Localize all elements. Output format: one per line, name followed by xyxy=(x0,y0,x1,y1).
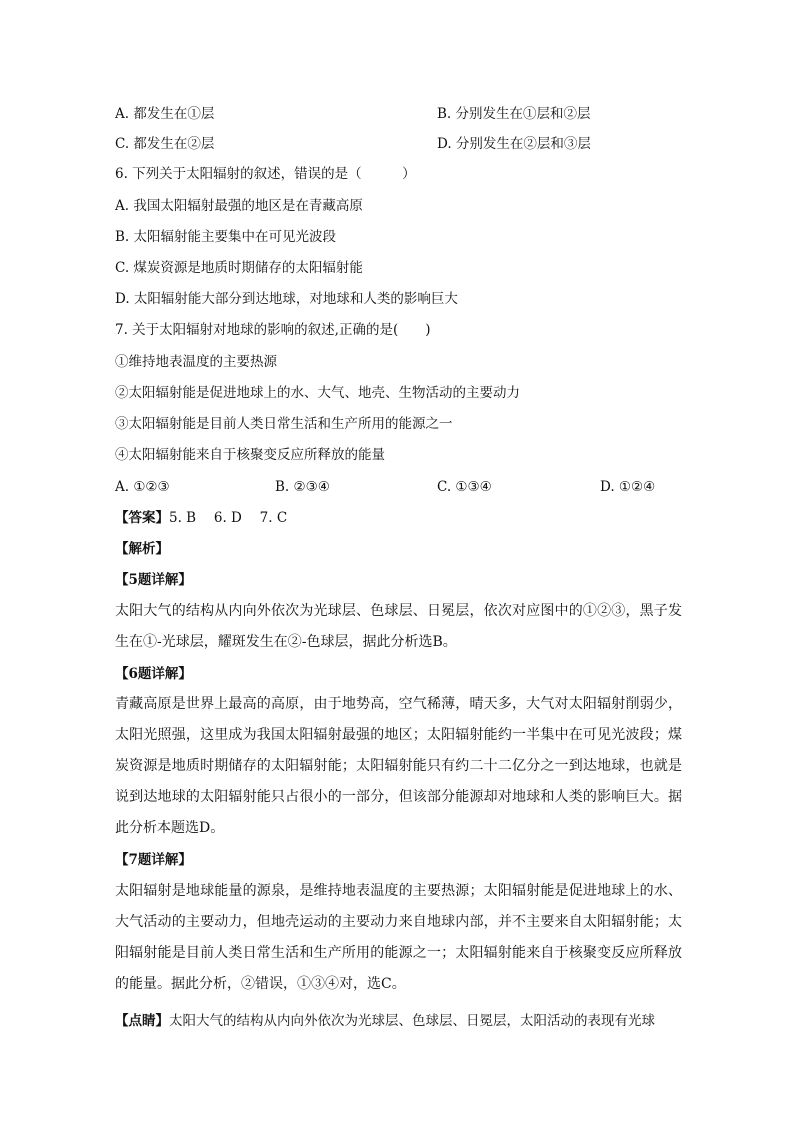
detail6-text: 青藏高原是世界上最高的高原，由于地势高，空气稀薄，晴天多，大气对太阳辐射削弱少，太阳光照强，这里成为我国太阳辐射最强的地区；太阳辐射能约一半集中在可见光波段；煤炭资源是地质时期储存的太阳辐射能；太阳辐射能只有约二十二亿分之一到达地球，也就是说到达地球的太阳辐射能只占很小的一部分，但该部分能源却对地球和人类的影响巨大。据此分析本题选D。 xyxy=(115,696,682,836)
q6-option-d: D. 太阳辐射能大部分到达地球，对地球和人类的影响巨大 xyxy=(115,291,458,307)
q5-option-c: C. 都发生在②层 xyxy=(115,136,215,152)
detail7-text: 太阳辐射是地球能量的源泉，是维持地表温度的主要热源；太阳辐射能是促进地球上的水、大气活动的主要动力，但地壳运动的主要动力来自地球内部，并不主要来自太阳辐射能；太阳辐射能是目前人类日常生活和生产所用的能源之一；太阳辐射能来自于核聚变反应所释放的能量。据此分析，②错误，①③④对，选C。 xyxy=(115,883,682,992)
q7-option-c: C. ①③④ xyxy=(437,479,492,495)
q5-option-a: A. 都发生在①层 xyxy=(115,106,215,122)
highlight-line xyxy=(115,1011,682,1031)
detail7-heading: 【7题详解】 xyxy=(115,852,192,868)
q6-option-a: A. 我国太阳辐射最强的地区是在青藏高原 xyxy=(115,198,363,214)
answer-label: 【答案】 xyxy=(115,510,169,526)
q5-option-b: B. 分别发生在①层和②层 xyxy=(437,106,591,122)
answer-line xyxy=(115,508,287,528)
q7-option-a: A. ①②③ xyxy=(115,479,170,495)
q7-item-4: ④太阳辐射能来自于核聚变反应所释放的能量 xyxy=(115,447,385,463)
analysis-heading: 【解析】 xyxy=(115,541,169,557)
q7-option-b: B. ②③④ xyxy=(275,479,330,495)
detail6-heading: 【6题详解】 xyxy=(115,666,192,682)
q6-stem: 6. 下列关于太阳辐射的叙述，错误的是（ ） xyxy=(115,166,416,182)
detail5-heading: 【5题详解】 xyxy=(115,572,192,588)
q7-item-2: ②太阳辐射能是促进地球上的水、大气、地壳、生物活动的主要动力 xyxy=(115,385,520,401)
q7-item-3: ③太阳辐射能是目前人类日常生活和生产所用的能源之一 xyxy=(115,416,453,432)
highlight-label: 【点睛】 xyxy=(115,1013,169,1029)
q6-option-c: C. 煤炭资源是地质时期储存的太阳辐射能 xyxy=(115,260,363,276)
q6-option-b: B. 太阳辐射能主要集中在可见光波段 xyxy=(115,229,337,245)
detail5-text: 太阳大气的结构从内向外依次为光球层、色球层、日冕层，依次对应图中的①②③，黑子发生在①-光球层，耀斑发生在②-色球层，据此分析选B。 xyxy=(115,603,682,650)
q7-option-d: D. ①②④ xyxy=(600,479,656,495)
q7-item-1: ①维持地表温度的主要热源 xyxy=(115,354,277,370)
q5-option-d: D. 分别发生在②层和③层 xyxy=(437,136,591,152)
highlight-text: 太阳大气的结构从内向外依次为光球层、色球层、日冕层，太阳活动的表现有光球 xyxy=(169,1013,655,1029)
q7-stem: 7. 关于太阳辐射对地球的影响的叙述,正确的是( ) xyxy=(115,322,431,338)
answer-text: 5. B 6. D 7. C xyxy=(169,510,288,526)
